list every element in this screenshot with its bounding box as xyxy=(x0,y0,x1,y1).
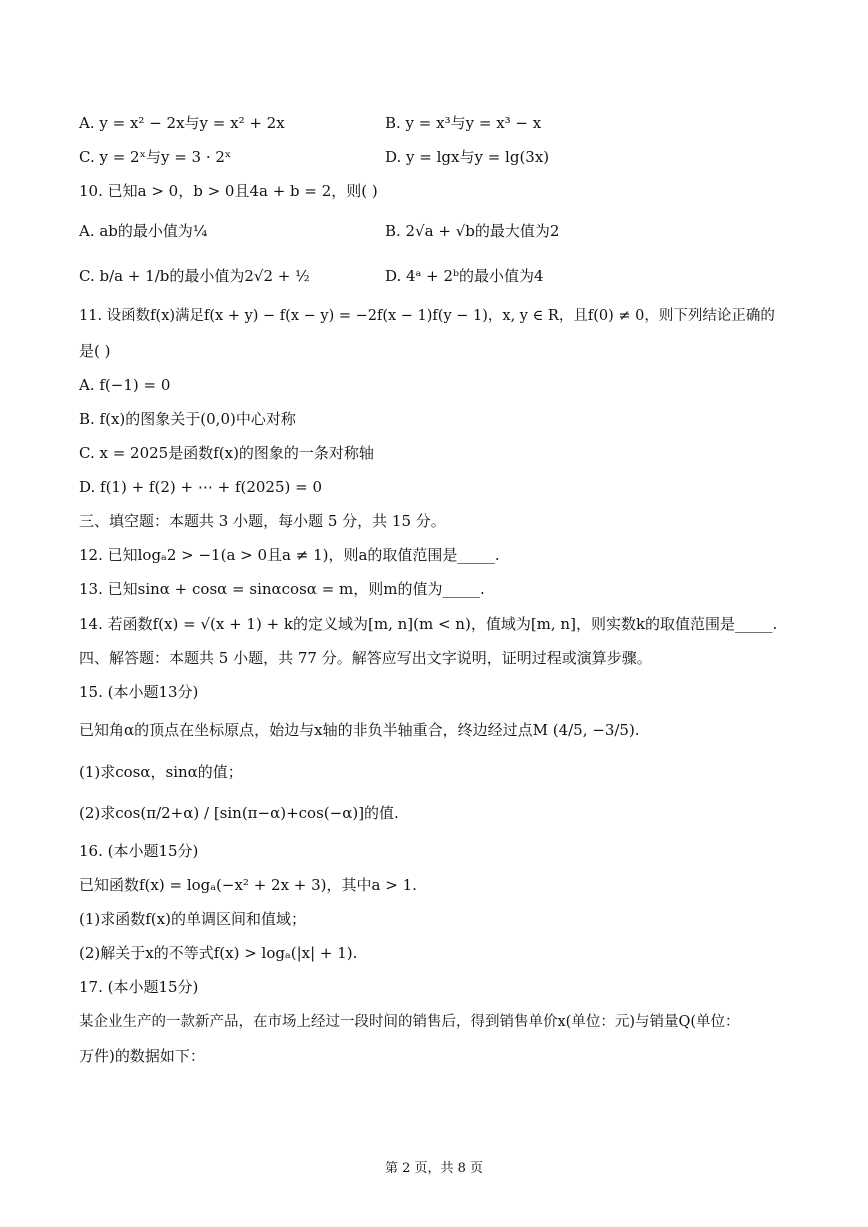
q12: 12. 已知logₐ2 > −1(a > 0且a ≠ 1)，则a的取值范围是_____. xyxy=(79,546,500,564)
q9-option-a: A. y = x² − 2x与y = x² + 2x xyxy=(79,114,285,132)
q9-option-d: D. y = lgx与y = lg(3x) xyxy=(385,148,550,166)
q11-option-c: C. x = 2025是函数f(x)的图象的一条对称轴 xyxy=(79,444,374,462)
q9-option-b: B. y = x³与y = x³ − x xyxy=(385,114,542,132)
q15-part2: (2)求cos(π/2+α) / [sin(π−α)+cos(−α)]的值. xyxy=(79,804,399,822)
page-footer: 第 2 页，共 8 页 xyxy=(384,1161,484,1176)
q11-option-a: A. f(−1) = 0 xyxy=(79,376,171,394)
section-3-heading: 三、填空题：本题共 3 小题，每小题 5 分，共 15 分。 xyxy=(79,512,446,530)
section-4-heading: 四、解答题：本题共 5 小题，共 77 分。解答应写出文字说明，证明过程或演算步骤。 xyxy=(79,649,652,667)
q16-header: 16. (本小题15分) xyxy=(79,842,199,860)
q11-stem-line1: 11. 设函数f(x)满足f(x + y) − f(x − y) = −2f(x − 1)f(y − 1)，x, y ∈ R，且f(0) ≠ 0，则下列结论正确的 xyxy=(79,308,775,324)
q16-part1: (1)求函数f(x)的单调区间和值域； xyxy=(79,910,306,928)
q9-option-c: C. y = 2ˣ与y = 3 · 2ˣ xyxy=(79,148,232,166)
q16-stem: 已知函数f(x) = logₐ(−x² + 2x + 3)，其中a > 1. xyxy=(79,876,417,894)
q11-option-d: D. f(1) + f(2) + ⋯ + f(2025) = 0 xyxy=(79,478,323,496)
q14: 14. 若函数f(x) = √(x + 1) + k的定义域为[m, n](m < n)，值域为[m, n]，则实数k的取值范围是_____. xyxy=(79,615,778,633)
q13: 13. 已知sinα + cosα = sinαcosα = m，则m的值为_____. xyxy=(79,580,485,598)
q17-stem-line2: 万件)的数据如下： xyxy=(79,1047,205,1065)
q16-part2: (2)解关于x的不等式f(x) > logₐ(|x| + 1). xyxy=(79,944,358,962)
q10-stem: 10. 已知a > 0，b > 0且4a + b = 2，则( ) xyxy=(79,182,378,200)
q15-part1: (1)求cosα，sinα的值； xyxy=(79,763,243,781)
q11-stem-line2: 是( ) xyxy=(79,342,111,360)
q10-option-b: B. 2√a + √b的最大值为2 xyxy=(385,222,560,240)
q10-option-c: C. b/a + 1/b的最小值为2√2 + ½ xyxy=(79,267,310,285)
q15-stem: 已知角α的顶点在坐标原点，始边与x轴的非负半轴重合，终边经过点M (4/5, −3/5). xyxy=(79,721,640,739)
q15-header: 15. (本小题13分) xyxy=(79,683,199,701)
q10-option-a: A. ab的最小值为¼ xyxy=(79,222,208,240)
q17-stem-line1: 某企业生产的一款新产品，在市场上经过一段时间的销售后，得到销售单价x(单位：元)与销量Q(单位： xyxy=(79,1014,740,1030)
q11-option-b: B. f(x)的图象关于(0,0)中心对称 xyxy=(79,410,296,428)
q17-header: 17. (本小题15分) xyxy=(79,978,199,996)
q10-option-d: D. 4ᵃ + 2ᵇ的最小值为4 xyxy=(385,267,544,285)
